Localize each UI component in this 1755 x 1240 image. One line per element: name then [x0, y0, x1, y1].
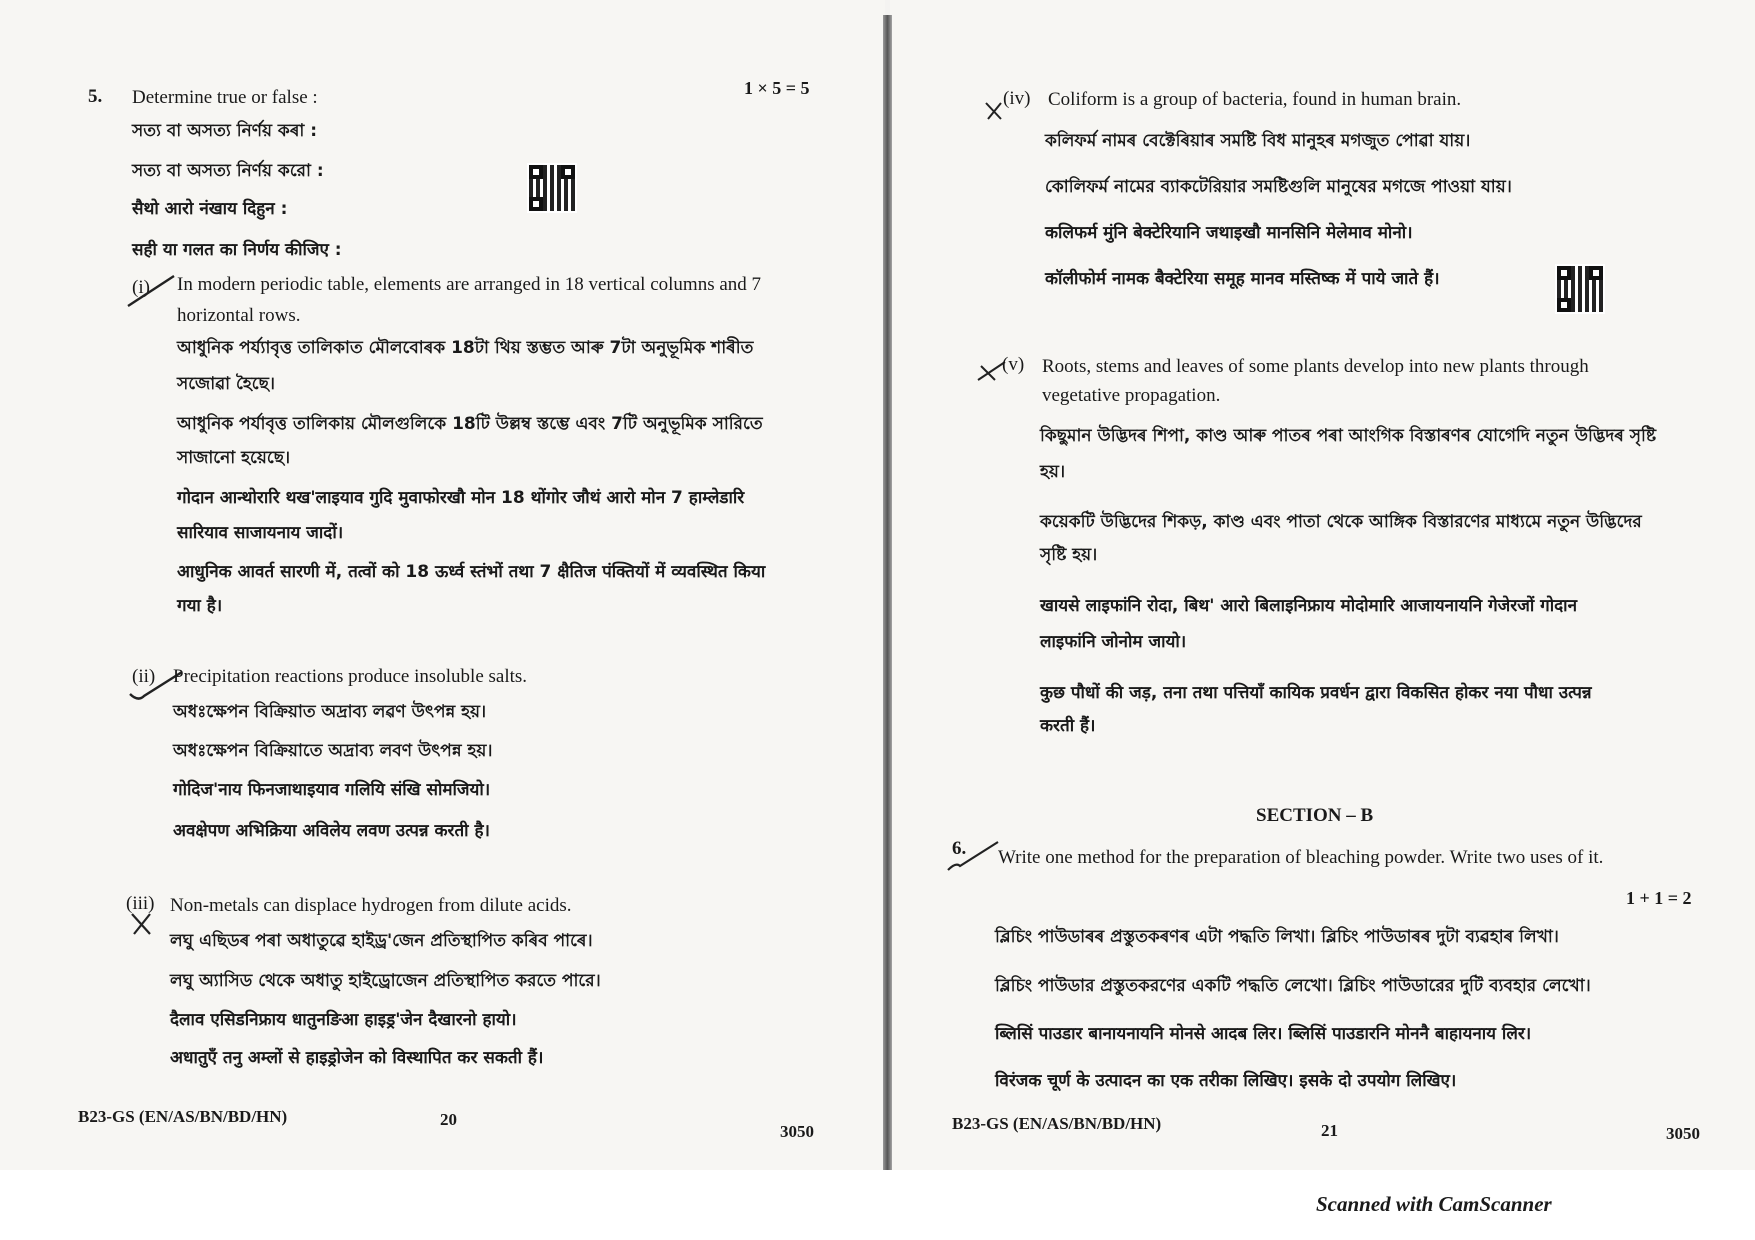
- item-i-label: (i): [132, 277, 150, 298]
- check-mark-icon: [946, 840, 1002, 874]
- question-5-prompt-bn: সত্য বা অসত্য নির্ণয় করো :: [132, 161, 324, 181]
- item-v-as-line1: কিছুমান উদ্ভিদৰ শিপা, কাণ্ড আৰু পাতৰ পৰা আংগিক বিস্তাৰণৰ যোগেদি নতুন উদ্ভিদৰ সৃষ্টি: [1040, 426, 1657, 446]
- item-iii-en: Non-metals can displace hydrogen from dilute acids.: [170, 895, 572, 916]
- question-5-prompt-en: Determine true or false :: [132, 87, 318, 108]
- qr-code-icon: [529, 165, 575, 211]
- item-ii-label: (ii): [132, 666, 156, 687]
- item-iii-as: লঘু এছিডৰ পৰা অধাতুৱে হাইড্ৰ'জেন প্ৰতিস্থাপিত কৰিব পাৰে।: [170, 931, 593, 951]
- footer-code: B23-GS (EN/AS/BN/BD/HN): [952, 1114, 1162, 1133]
- item-iii-label: (iii): [126, 893, 155, 914]
- item-i-bd-line1: गोदान आन्थोरारि थख'लाइयाव गुदि मुवाफोरखौ मोन 18 थोंगोर जौथं आरो मोन 7 हाम्लेडारि: [177, 488, 745, 508]
- question-6-hn: विरंजक चूर्ण के उत्पादन का एक तरीका लिखिए। इसके दो उपयोग लिखिए।: [995, 1071, 1457, 1091]
- item-i-bn-line1: আধুনিক পর্যাবৃত্ত তালিকায় মৌলগুলিকে 18টি উল্লম্ব স্তম্ভে এবং 7টি অনুভূমিক সারিতে: [177, 414, 763, 434]
- item-v-label: (v): [1002, 354, 1025, 375]
- footer-serial: 3050: [1666, 1124, 1700, 1143]
- item-v-hn-line1: कुछ पौधों की जड़, तना तथा पत्तियाँ कायिक प्रवर्धन द्वारा विकसित होकर नया पौधा उत्पन्न: [1040, 683, 1592, 703]
- item-iv-hn: कॉलीफोर्म नामक बैक्टेरिया समूह मानव मस्तिष्क में पाये जाते हैं।: [1045, 269, 1440, 289]
- item-i-as-line2: সজোৱা হৈছে।: [177, 374, 276, 394]
- cross-mark-icon: [128, 910, 156, 938]
- item-v-bn-line2: সৃষ্টি হয়।: [1040, 545, 1098, 565]
- item-v-en-line2: vegetative propagation.: [1042, 385, 1221, 406]
- check-mark-icon: [126, 272, 178, 310]
- item-ii-bn: অধঃক্ষেপন বিক্রিয়াতে অদ্রাব্য লবণ উৎপন্ন হয়।: [173, 741, 493, 761]
- footer-page-number: 21: [1321, 1121, 1338, 1140]
- item-i-as-line1: আধুনিক পৰ্য্যাবৃত্ত তালিকাত মৌলবোৰক 18টা থিয় স্তম্ভত আৰু 7টা অনুভূমিক শাৰীত: [177, 338, 754, 358]
- item-i-en-line1: In modern periodic table, elements are arranged in 18 vertical columns and 7: [177, 274, 762, 295]
- item-ii-as: অধঃক্ষেপন বিক্ৰিয়াত অদ্ৰাব্য লৱণ উৎপন্ন হয়।: [173, 702, 487, 722]
- question-6-as: ব্লিচিং পাউডাৰৰ প্ৰস্তুতকৰণৰ এটা পদ্ধতি লিখা। ব্লিচিং পাউডাৰৰ দুটা ব্যৱহাৰ লিখা।: [995, 927, 1559, 947]
- cross-mark-icon: [983, 100, 1005, 122]
- item-iv-as: কলিফৰ্ম নামৰ বেক্টেৰিয়াৰ সমষ্টি বিধ মানুহৰ মগজুত পোৱা যায়।: [1045, 131, 1471, 151]
- footer-page-number: 20: [440, 1110, 457, 1129]
- item-iv-en: Coliform is a group of bacteria, found in human brain.: [1048, 89, 1462, 110]
- item-v-hn-line2: करती हैं।: [1040, 716, 1096, 736]
- section-b-title: SECTION – B: [1256, 805, 1374, 826]
- question-6-marks: 1 + 1 = 2: [1626, 888, 1692, 908]
- question-5-prompt-bd: सैथो आरो नंखाय दिहुन :: [132, 199, 288, 219]
- question-6-bd: ब्लिसिं पाउडार बानायनायनि मोनसे आदब लिर। ब्लिसिं पाउडारनि मोननै बाहायनाय लिर।: [995, 1024, 1532, 1044]
- item-v-bd-line2: लाइफांनि जोनोम जायो।: [1040, 632, 1187, 652]
- item-i-hn-line1: आधुनिक आवर्त सारणी में, तत्वों को 18 ऊर्ध्व स्तंभों तथा 7 क्षैतिज पंक्तियों में व्यवस्थित किया: [177, 562, 766, 582]
- question-5-prompt-hn: सही या गलत का निर्णय कीजिए :: [132, 240, 342, 260]
- question-5-marks: 1 × 5 = 5: [744, 78, 810, 98]
- item-ii-bd: गोदिज'नाय फिनजाथाइयाव गलियि संखि सोमजियो।: [173, 780, 491, 800]
- question-6-number: 6.: [952, 838, 967, 859]
- qr-code-icon: [1557, 266, 1603, 312]
- item-v-bd-line1: खायसे लाइफांनि रोदा, बिथ' आरो बिलाइनिफ्राय मोदोमारि आजायनायनि गेजेरजों गोदान: [1040, 596, 1578, 616]
- item-i-en-line2: horizontal rows.: [177, 305, 301, 326]
- item-iii-hn: अधातुएँ तनु अम्लों से हाइड्रोजेन को विस्थापित कर सकती हैं।: [170, 1048, 544, 1068]
- footer-serial: 3050: [780, 1122, 814, 1141]
- item-i-bd-line2: सारियाव साजायनाय जादों।: [177, 523, 344, 543]
- question-6-en: Write one method for the preparation of bleaching powder. Write two uses of it.: [998, 847, 1604, 868]
- question-5-number: 5.: [88, 86, 103, 107]
- item-iv-label: (iv): [1003, 88, 1031, 109]
- item-iii-bd: दैलाव एसिडनिफ्राय धातुनङिआ हाइड्र'जेन दैखारनो हायो।: [170, 1010, 517, 1030]
- item-i-hn-line2: गया है।: [177, 596, 223, 616]
- item-iii-bn: লঘু অ্যাসিড থেকে অধাতু হাইড্রোজেন প্রতিস্থাপিত করতে পারে।: [170, 971, 601, 991]
- item-ii-en: Precipitation reactions produce insoluble salts.: [173, 666, 528, 687]
- question-6-bn: ব্লিচিং পাউডার প্রস্তুতকরণের একটি পদ্ধতি লেখো। ব্লিচিং পাউডারের দুটি ব্যবহার লেখো।: [995, 976, 1591, 996]
- item-iv-bd: कलिफर्म मुंनि बेक्टेरियानि जथाइखौ मानसिनि मेलेमाव मोनो।: [1045, 223, 1413, 243]
- question-5-prompt-as: সত্য বা অসত্য নিৰ্ণয় কৰা :: [132, 121, 318, 141]
- item-i-bn-line2: সাজানো হয়েছে।: [177, 448, 291, 468]
- footer-code: B23-GS (EN/AS/BN/BD/HN): [78, 1107, 288, 1126]
- item-iv-bn: কোলিফর্ম নামের ব্যাকটেরিয়ার সমষ্টিগুলি মানুষের মগজে পাওয়া যায়।: [1045, 177, 1512, 197]
- book-spine: [883, 15, 892, 1170]
- item-v-as-line2: হয়।: [1040, 462, 1066, 482]
- item-v-en-line1: Roots, stems and leaves of some plants develop into new plants through: [1042, 356, 1589, 377]
- item-v-bn-line1: কয়েকটি উদ্ভিদের শিকড়, কাণ্ড এবং পাতা থেকে আঙ্গিক বিস্তারণের মাধ্যমে নতুন উদ্ভিদের: [1040, 512, 1642, 532]
- scanner-watermark: Scanned with CamScanner: [1316, 1192, 1552, 1216]
- item-ii-hn: अवक्षेपण अभिक्रिया अविलेय लवण उत्पन्न करती है।: [173, 821, 490, 841]
